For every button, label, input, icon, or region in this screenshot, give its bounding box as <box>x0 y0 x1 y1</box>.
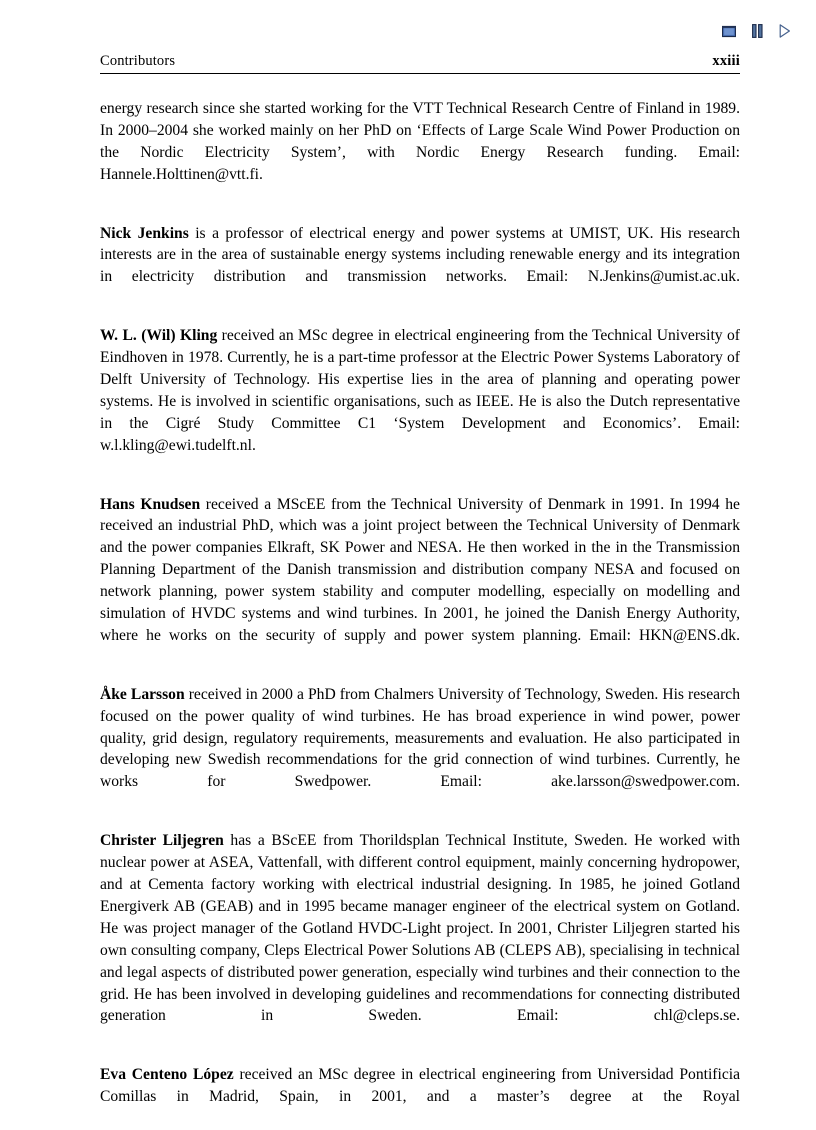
pause-icon[interactable] <box>750 24 764 38</box>
contributor-name: Hans Knudsen <box>100 495 201 513</box>
image-thumbnail-icon[interactable] <box>722 24 736 38</box>
contributor-bio: is a professor of electrical energy and power systems at UMIST, UK. His research interests are in the area of sustainable energy systems including renewable energy and its integration in electricity distribution and transmission networks. Email: N.Jenkins@umist.ac.uk. <box>100 224 740 286</box>
contributor-bio: received a MScEE from the Technical University of Denmark in 1991. In 1994 he received an industrial PhD, which was a joint project between the Technical University of Denmark and the power companies Elkraft, SK Power and NESA. He then worked in the in the Transmission Planning Department of the Danish transmission and distribution company NESA and focused on network planning, power system stability and computer modelling, especially on modelling and simulation of HVDC systems and wind turbines. In 2001, he joined the Danish Energy Authority, where he works on the security of supply and power system planning. Email: HKN@ENS.dk. <box>100 495 740 644</box>
running-head <box>100 52 740 70</box>
contributor-bio: received in 2000 a PhD from Chalmers University of Technology, Sweden. His research focused on the power quality of wind turbines. He has broad experience in wind power, power quality, grid design, regulatory requirements, measurements and evaluation. He also participated in developing new Swedish recommendations for the grid connection of wind turbines. Currently, he works for Swedpower. Email: ake.larsson@swedpower.com. <box>100 685 740 791</box>
body-text <box>100 98 740 1130</box>
contributor-name: W. L. (Wil) Kling <box>100 327 218 345</box>
paragraph-ake-larsson <box>100 684 740 815</box>
header-rule <box>100 73 740 74</box>
paragraph-hans-knudsen <box>100 494 740 669</box>
running-head-title: Contributors <box>100 53 176 69</box>
contributor-name: Eva Centeno López <box>100 1066 234 1084</box>
play-icon[interactable] <box>778 24 792 38</box>
paragraph-wil-kling <box>100 325 740 478</box>
contributor-bio: received an MSc degree in electrical engineering from the Technical University of Eindhoven in 1978. Currently, he is a part-time professor at the Electric Power Systems Laboratory of Delft University of Technology. His expertise lies in the area of planning and operating power systems. He is involved in scientific organisations, such as IEEE. He is also the Dutch representative in the Cigré Study Committee C1 ‘System Development and Economics’. Email: w.l.kling@ewi.tudelft.nl. <box>100 327 740 454</box>
page-content-column <box>100 52 740 1130</box>
contributor-name: Christer Liljegren <box>100 832 224 850</box>
contributor-bio: energy research since she started working for the VTT Technical Research Centre of Finland in 1989. In 2000–2004 she worked mainly on her PhD on ‘Effects of Large Scale Wind Power Production on the Nordic Electricity System’, with Nordic Energy Research funding. Email: Hannele.Holttinen@vtt.fi. <box>100 100 740 183</box>
viewer-toolbar <box>722 22 792 40</box>
paragraph-hannele-holttinen-continued <box>100 98 740 208</box>
contributor-name: Nick Jenkins <box>100 224 189 242</box>
contributor-name: Åke Larsson <box>100 685 185 703</box>
paragraph-christer-liljegren <box>100 830 740 1049</box>
contributor-bio: has a BScEE from Thorildsplan Technical Institute, Sweden. He worked with nuclear power at ASEA, Vattenfall, with different control equipment, mainly concerning hydropower, and at Cementa factory working with electrical industrial designing. In 1985, he joined Gotland Energiverk AB (GEAB) and in 1995 became manager engineer of the electrical system on Gotland. He was project manager of the Gotland HVDC-Light project. In 2001, Christer Liljegren started his own consulting company, Cleps Electrical Power Solutions AB (CLEPS AB), specialising in technical and legal aspects of distributed power generation, especially wind turbines and their connection to the grid. He has been involved in developing guidelines and recommendations for connecting distributed generation in Sweden. Email: chl@cleps.se. <box>100 832 741 1025</box>
paragraph-nick-jenkins <box>100 223 740 311</box>
paragraph-eva-centeno-lopez <box>100 1064 740 1130</box>
contributor-bio: received an MSc degree in electrical engineering from Universidad Pontificia Comillas in Madrid, Spain, in 2001, and a master’s degree at the Royal <box>100 1066 740 1106</box>
page-number: xxiii <box>712 53 740 69</box>
